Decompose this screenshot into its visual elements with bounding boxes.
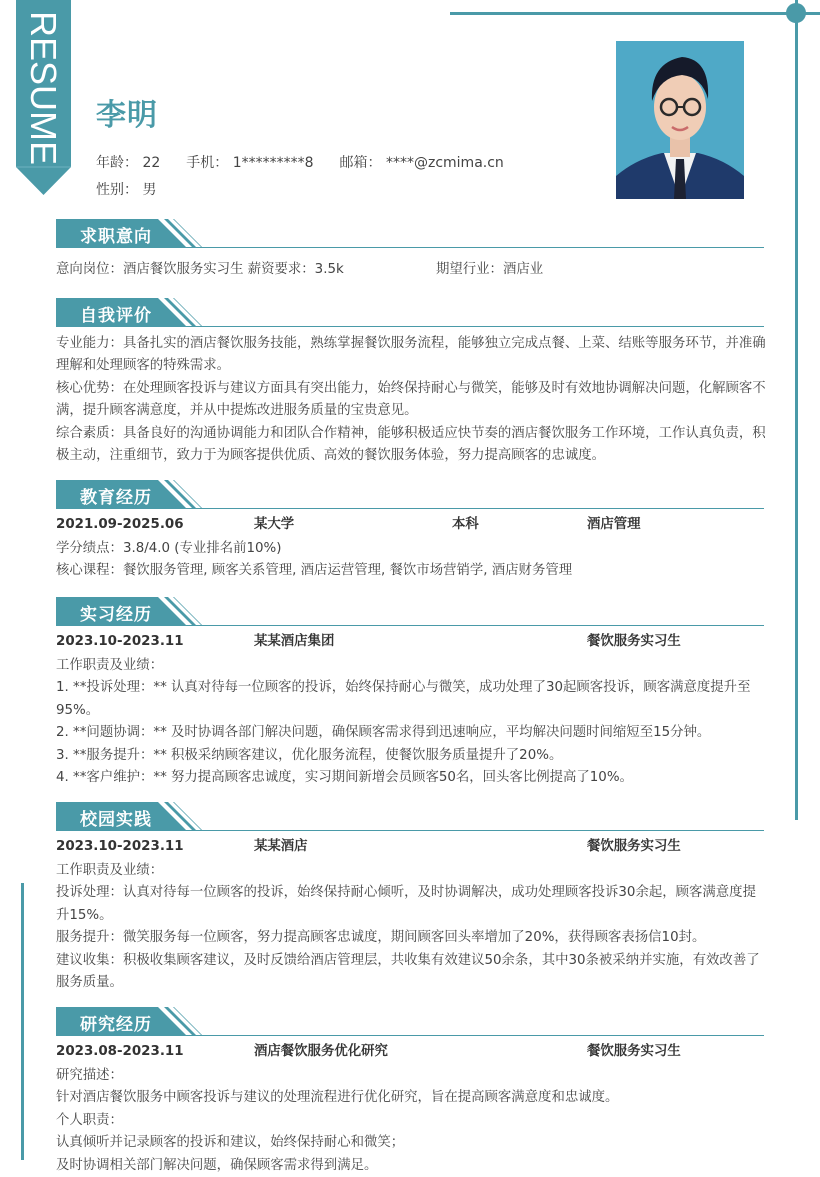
resume-ribbon [16, 0, 71, 196]
education-row [56, 514, 768, 536]
self-paragraph: 专业能力：具备扎实的酒店餐饮服务技能，熟练掌握餐饮服务流程，能够独立完成点餐、上菜、结账等服务环节，并准确理解和处理顾客的特殊需求。 [56, 336, 766, 374]
section-header-self [56, 298, 764, 327]
research-details [56, 1065, 768, 1177]
avatar-illustration [616, 41, 744, 199]
section-underline [56, 326, 764, 328]
gender: 性别： 男 [96, 182, 157, 198]
internship-period: 2023.10-2023.11 [56, 634, 184, 649]
campus-period: 2023.10-2023.11 [56, 839, 184, 854]
campus-role: 餐饮服务实习生 [587, 839, 681, 854]
candidate-name: 李明 [96, 98, 158, 133]
profile-photo [616, 41, 744, 199]
internship-details [56, 655, 768, 789]
education-degree: 本科 [452, 517, 479, 532]
internship-line: 3. **服务提升：** 积极采纳顾客建议，优化服务流程，使餐饮服务质量提升了20%。 [56, 747, 563, 763]
campus-details [56, 860, 768, 994]
internship-line: 工作职责及业绩： [56, 658, 164, 673]
campus-row [56, 836, 768, 858]
section-title: 自我评价 [80, 306, 152, 326]
ribbon-label: RESUME [23, 10, 65, 166]
intent-position: 意向岗位：酒店餐饮服务实习生 薪资要求：3.5k [56, 262, 344, 277]
education-line: 核心课程：餐饮服务管理, 顾客关系管理, 酒店运营管理, 餐饮市场营销学, 酒店财务管理 [56, 563, 573, 579]
section-title: 实习经历 [80, 605, 152, 625]
research-line: 及时协调相关部门解决问题，确保顾客需求得到满足。 [56, 1157, 378, 1173]
gender-row [96, 179, 182, 199]
research-line: 研究描述： [56, 1068, 123, 1083]
internship-line: 2. **问题协调：** 及时协调各部门解决问题，确保顾客需求得到迅速响应，平均解决问题时间缩短至15分钟。 [56, 725, 711, 741]
campus-line: 建议收集：积极收集顾客建议，及时反馈给酒店管理层，共收集有效建议50余条，其中30条被采纳并实施，有效改善了服务质量。 [56, 952, 760, 991]
education-school: 某大学 [254, 517, 295, 532]
internship-line: 1. **投诉处理：** 认真对待每一位顾客的投诉，始终保持耐心与微笑，成功处理了30起顾客投诉，顾客满意度提升至95%。 [56, 680, 751, 718]
section-underline [56, 1035, 764, 1037]
section-header-research [56, 1007, 764, 1036]
left-decor-line [21, 883, 24, 1160]
campus-line: 服务提升：微笑服务每一位顾客，努力提高顾客忠诚度，期间顾客回头率增加了20%，获得顾客表扬信10封。 [56, 930, 706, 946]
self-paragraph: 核心优势：在处理顾客投诉与建议方面具有突出能力，始终保持耐心与微笑，能够及时有效地协调解决问题，化解顾客不满，提升顾客满意度，并从中提炼改进服务质量的宝贵意见。 [56, 380, 766, 419]
education-details [56, 538, 768, 583]
contact-row [96, 152, 530, 172]
section-underline [56, 830, 764, 832]
research-period: 2023.08-2023.11 [56, 1044, 184, 1059]
decor-dot [786, 3, 806, 23]
research-line: 认真倾听并记录顾客的投诉和建议，始终保持耐心和微笑； [56, 1135, 405, 1151]
research-role: 餐饮服务实习生 [587, 1044, 681, 1059]
campus-line: 投诉处理：认真对待每一位顾客的投诉，始终保持耐心倾听，及时协调解决，成功处理顾客投诉30余起，顾客满意度提升15%。 [56, 885, 756, 923]
internship-role: 餐饮服务实习生 [587, 634, 681, 649]
email: 邮箱： ****@zcmima.cn [339, 155, 504, 171]
self-evaluation [56, 333, 768, 467]
education-major: 酒店管理 [587, 517, 641, 532]
research-topic: 酒店餐饮服务优化研究 [254, 1044, 388, 1059]
top-decor-line [450, 12, 820, 15]
section-title: 求职意向 [80, 227, 152, 247]
campus-line: 工作职责及业绩： [56, 863, 164, 878]
campus-org: 某某酒店 [254, 839, 308, 854]
age: 年龄： 22 [96, 155, 161, 171]
self-paragraph: 综合素质：具备良好的沟通协调能力和团队合作精神，能够积极适应快节奏的酒店餐饮服务工作环境，工作认真负责，积极主动，注重细节，致力于为顾客提供优质、高效的餐饮服务体验，努力提高顾客的忠诚度。 [56, 425, 766, 464]
internship-row [56, 631, 768, 653]
section-title: 教育经历 [80, 488, 152, 508]
section-underline [56, 247, 764, 249]
right-decor-line [795, 0, 798, 820]
intent-industry: 期望行业：酒店业 [436, 262, 544, 277]
section-header-campus [56, 802, 764, 831]
section-underline [56, 625, 764, 627]
research-line: 针对酒店餐饮服务中顾客投诉与建议的处理流程进行优化研究，旨在提高顾客满意度和忠诚度。 [56, 1090, 619, 1106]
education-line: 学分绩点：3.8/4.0 (专业排名前10%) [56, 541, 282, 556]
education-period: 2021.09-2025.06 [56, 517, 184, 532]
section-title: 研究经历 [80, 1015, 152, 1035]
phone: 手机： 1*********8 [186, 155, 314, 171]
research-line: 个人职责： [56, 1112, 123, 1128]
research-row [56, 1041, 768, 1063]
section-header-intent [56, 219, 764, 248]
internship-org: 某某酒店集团 [254, 634, 335, 649]
section-underline [56, 508, 764, 510]
section-header-education [56, 480, 764, 509]
section-header-internship [56, 597, 764, 626]
section-title: 校园实践 [80, 810, 152, 830]
internship-line: 4. **客户维护：** 努力提高顾客忠诚度，实习期间新增会员顾客50名，回头客比例提高了10%。 [56, 770, 633, 786]
